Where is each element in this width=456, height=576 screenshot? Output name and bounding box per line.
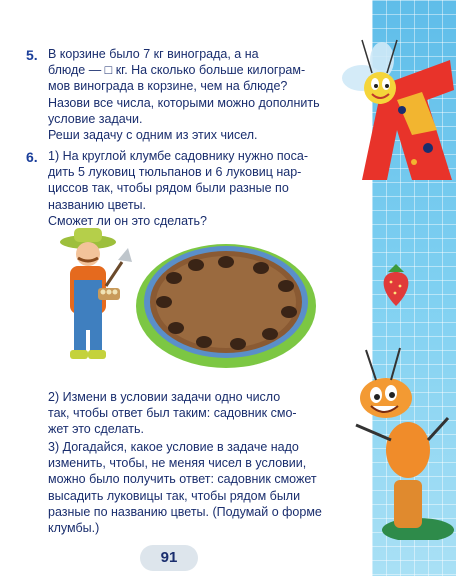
round-flowerbed-illustration [134,232,318,370]
task-6-line: 2) Измени в условии задачи одно число [48,390,281,404]
task-5-line: блюде — □ кг. На сколько больше килограм- [48,63,306,78]
task-6-line: 1) На круглой клумбе садовнику нужно поса- [48,149,308,163]
gardener-illustration [56,226,140,366]
task-6-line: можно было получить ответ: садовник сможет [48,472,317,487]
task-6-line: названию цветы. [48,197,147,212]
task-5-line: мов винограда в корзине, чем на блюде? [48,79,288,94]
page-number: 91 [140,545,198,571]
task-5-text [48,46,368,143]
task-6-line: клумбы.) [48,521,100,536]
task-5-line: условие задачи. [48,111,143,126]
task-5-line: Реши задачу с одним из этих чисел. [48,128,258,143]
task-6-part-2 [48,389,368,438]
task-6-line: циссов так, чтобы рядом были разные по [48,181,289,196]
task-6-part-1 [48,148,368,229]
strawberry-icon [376,260,416,310]
task-6-line: так, чтобы ответ был таким: садовник смо- [48,406,297,421]
task-6-line: жет это сделать. [48,422,144,437]
task-6-line: разные по названию цветы. (Подумай о форме [48,504,322,519]
task-5-line: Назови все числа, которыми можно дополнить [48,95,320,110]
task-6-number: 6. [26,149,38,165]
task-6-line: изменить, чтобы, не меняя чисел в условии, [48,456,307,471]
task-5-number: 5. [26,47,38,63]
task-6-line: Сможет ли он это сделать? [48,213,207,228]
task-6-line: дить 5 луковиц тюльпанов и 6 луковиц нар- [48,165,302,180]
task-6-part-3 [48,439,368,536]
task-6-line: высадить луковицы так, чтобы рядом были [48,488,301,503]
task-6-line: 3) Догадайся, какое условие в задаче надо [48,440,299,454]
task-5-line: В корзине было 7 кг винограда, а на [48,47,259,61]
